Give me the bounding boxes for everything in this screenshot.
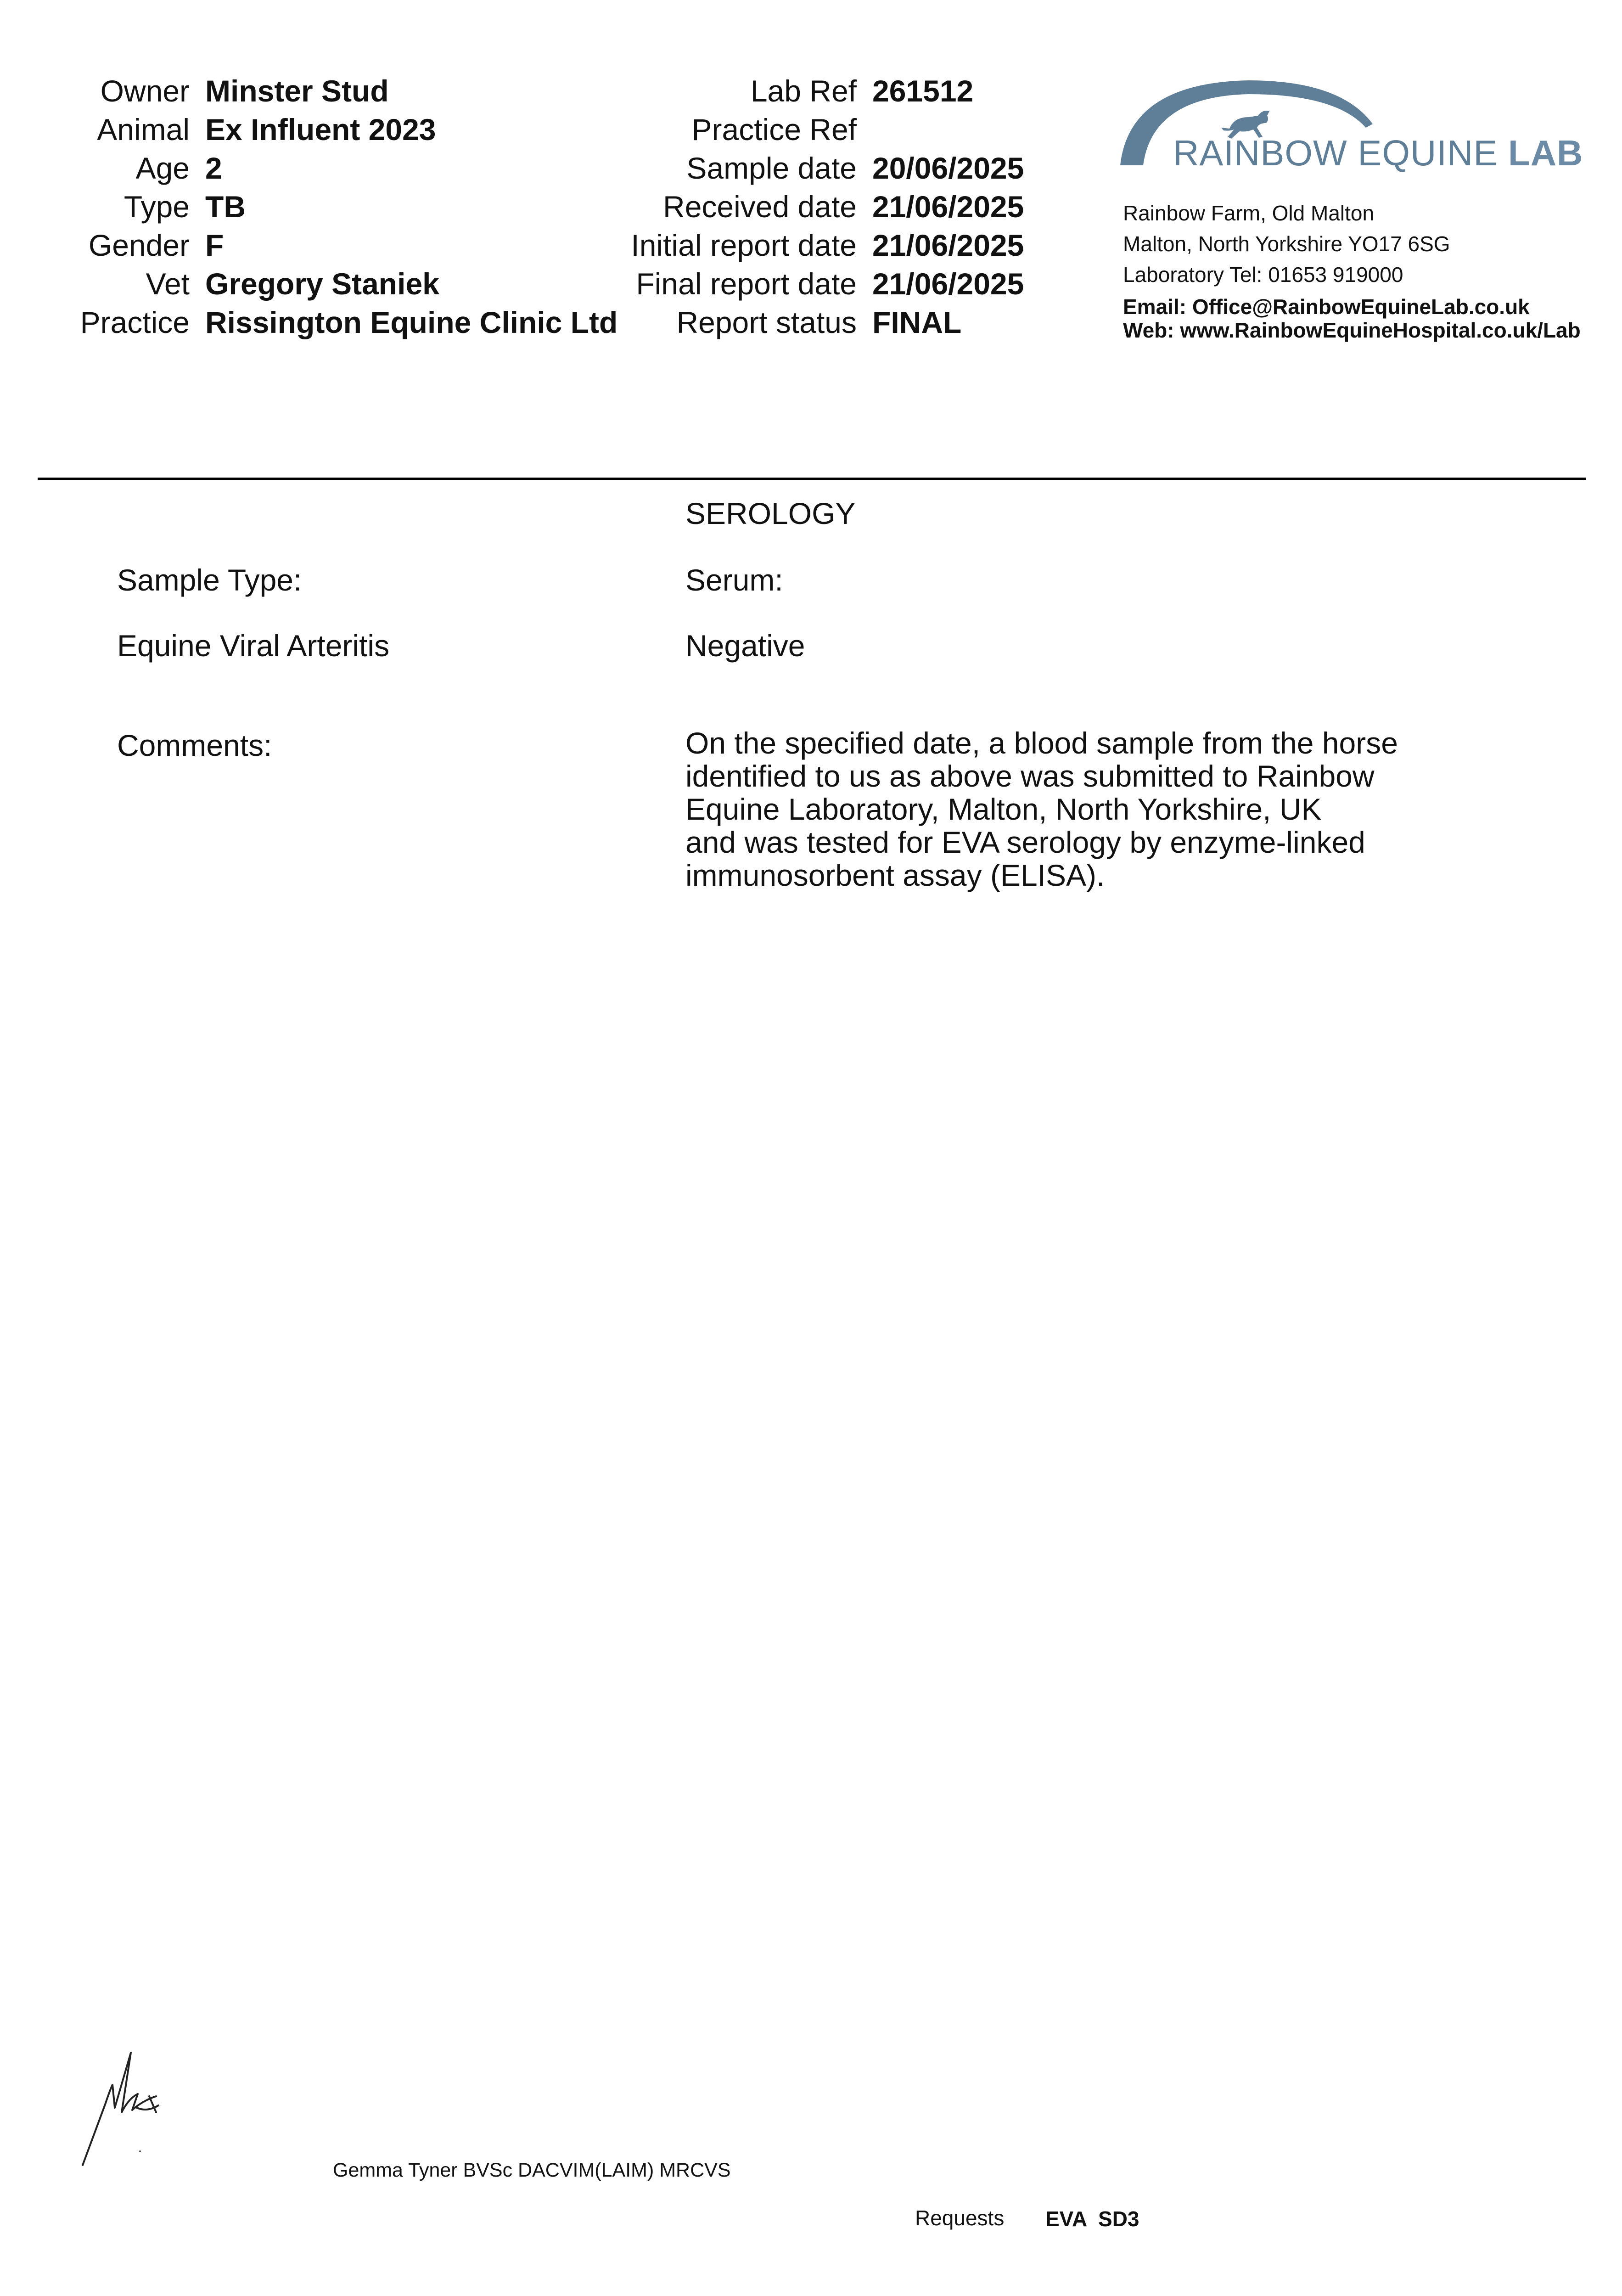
gender-label: Gender xyxy=(88,228,190,262)
initial-report-date-label: Initial report date xyxy=(631,228,857,262)
logo-text xyxy=(1173,132,1583,174)
final-report-date-label: Final report date xyxy=(636,267,857,301)
animal-label: Animal xyxy=(97,113,190,146)
type-label: Type xyxy=(123,190,190,224)
vet-label: Vet xyxy=(146,267,190,301)
comment-line: immunosorbent assay (ELISA). xyxy=(685,858,1105,892)
lab-address-line2: Malton, North Yorkshire YO17 6SG xyxy=(1123,232,1450,256)
age-label: Age xyxy=(135,151,190,185)
age-value: 2 xyxy=(205,151,222,185)
practice-value: Rissington Equine Clinic Ltd xyxy=(205,305,618,339)
received-date-label: Received date xyxy=(663,190,857,224)
sample-date-row xyxy=(0,151,1024,189)
comments-label: Comments: xyxy=(117,728,272,762)
lab-address-line1: Rainbow Farm, Old Malton xyxy=(1123,201,1375,225)
sample-date-value: 20/06/2025 xyxy=(872,151,1024,185)
comment-line: identified to us as above was submitted to Rainbow xyxy=(685,759,1375,793)
header-divider xyxy=(38,478,1586,480)
received-date-value: 21/06/2025 xyxy=(872,190,1024,224)
initial-report-date-value: 21/06/2025 xyxy=(872,228,1024,262)
eva-result: Negative xyxy=(685,629,805,663)
practice-label: Practice xyxy=(80,305,190,339)
lab-logo xyxy=(1111,73,1583,184)
report-status-label: Report status xyxy=(676,305,857,339)
initial-report-date-row xyxy=(0,228,1024,266)
logo-text-main: RAINBOW EQUINE xyxy=(1173,133,1509,173)
sample-type-label: Sample Type: xyxy=(117,563,302,597)
eva-label: Equine Viral Arteritis xyxy=(117,629,390,663)
report-status-row xyxy=(0,305,961,343)
signature-image xyxy=(78,2043,179,2172)
animal-value: Ex Influent 2023 xyxy=(205,113,436,146)
final-report-date-value: 21/06/2025 xyxy=(872,267,1024,301)
lab-ref-value: 261512 xyxy=(872,74,974,108)
signatory-name: Gemma Tyner BVSc DACVIM(LAIM) MRCVS xyxy=(333,2159,731,2181)
requests-label: Requests xyxy=(915,2206,1005,2230)
received-date-row xyxy=(0,189,1024,228)
practice-ref-row xyxy=(0,112,872,151)
type-value: TB xyxy=(205,190,246,224)
sample-date-label: Sample date xyxy=(686,151,857,185)
lab-tel: Laboratory Tel: 01653 919000 xyxy=(1123,263,1403,287)
comments-text xyxy=(685,726,1398,892)
requests-value: EVA SD3 xyxy=(1045,2207,1139,2231)
report-status-value: FINAL xyxy=(872,305,962,339)
owner-label: Owner xyxy=(100,74,190,108)
final-report-date-row xyxy=(0,266,1024,305)
gender-value: F xyxy=(205,228,224,262)
lab-ref-row xyxy=(0,73,973,112)
logo-text-bold: LAB xyxy=(1508,133,1583,173)
vet-value: Gregory Staniek xyxy=(205,267,439,301)
lab-web: Web: www.RainbowEquineHospital.co.uk/Lab xyxy=(1123,318,1581,342)
sample-type-value: Serum: xyxy=(685,563,783,597)
lab-ref-label: Lab Ref xyxy=(750,74,857,108)
comment-line: Equine Laboratory, Malton, North Yorkshire, UK xyxy=(685,792,1322,826)
section-title: SEROLOGY xyxy=(685,496,856,530)
comment-line: and was tested for EVA serology by enzyme-linked xyxy=(685,825,1365,859)
lab-email: Email: Office@RainbowEquineLab.co.uk xyxy=(1123,295,1530,319)
comment-line: On the specified date, a blood sample from the horse xyxy=(685,726,1398,760)
owner-value: Minster Stud xyxy=(205,74,389,108)
practice-ref-label: Practice Ref xyxy=(691,113,857,146)
